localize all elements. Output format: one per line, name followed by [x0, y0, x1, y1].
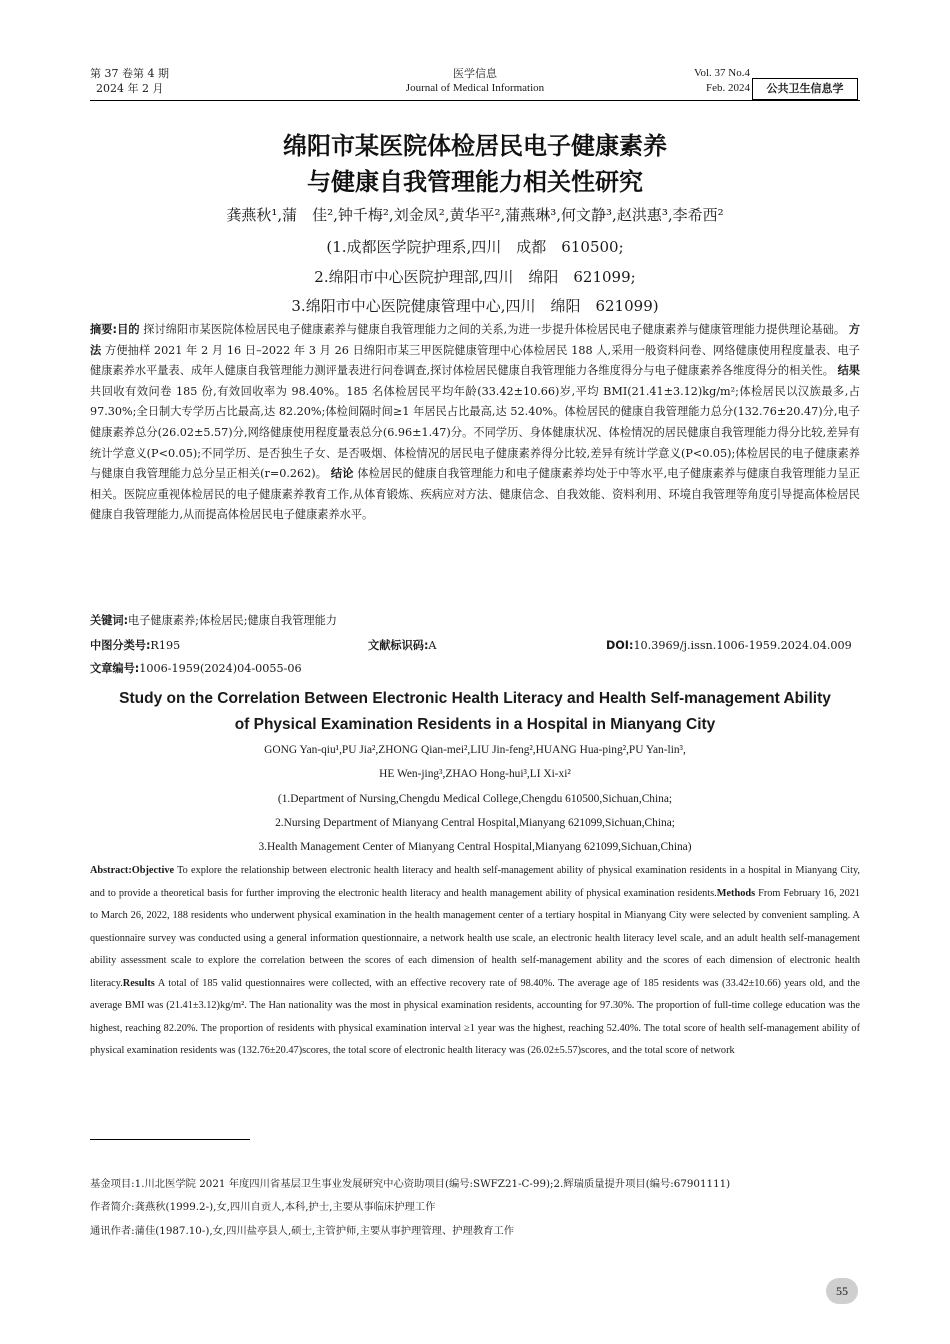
affiliation-cn-3: 3.绵阳市中心医院健康管理中心,四川 绵阳 621099) [291, 297, 659, 315]
results-en-label: Results [122, 977, 155, 989]
footnote-rule [90, 1139, 250, 1140]
title-en-line-2: of Physical Examination Residents in a Hospital in Mianyang City [234, 716, 716, 733]
title-cn [90, 128, 860, 200]
date-cn: 2024 年 2 月 [96, 82, 164, 95]
results-en-text: A total of 185 valid questionnaires were collected, with an effective recovery rate of 98.40%. The average age of 185 residents was (33.42±10.66) years old, and the average BMI was (21.41±3.12)kg/m². The Han nationality was the most in physical examination residents, accounting for 97.30%. The proportion of full-time college education was the highest, reaching 82.20%. The proportion of residents with physical examination interval ≥1 year was the highest, reaching 52.40%. The total score of health self-management ability of physical examination residents was (132.76±20.47)scores, the total score of electronic health literacy was (26.02±5.57)scores, and the total score of network [90, 977, 860, 1056]
doc-code: 文献标识码:A [368, 639, 437, 652]
conclusion-text: 体检居民的健康自我管理能力和电子健康素养均处于中等水平,电子健康素养与健康自我管理能力呈正相关。医院应重视体检居民的电子健康素养教育工作,从体育锻炼、疾病应对方法、健康信念、自我效能、资料利用、环境自我管理等角度引导提高体检居民健康自我管理能力,从而提高体检居民电子健康素养水平。 [90, 467, 861, 522]
page-header [90, 66, 860, 100]
abstract-en [90, 860, 860, 1063]
authors-en-1: GONG Yan-qiu¹,PU Jia²,ZHONG Qian-mei²,LIU Jin-feng²,HUANG Hua-ping²,PU Yan-lin³, [264, 744, 686, 756]
title-cn-line-1: 绵阳市某医院体检居民电子健康素养 [283, 132, 667, 160]
journal-en: Journal of Medical Information [405, 82, 545, 94]
affiliation-en-2: 2.Nursing Department of Mianyang Central Hospital,Mianyang 621099,Sichuan,China; [275, 817, 675, 829]
page-number: 55 [826, 1278, 858, 1304]
volume-en: Vol. 37 No.4 [693, 67, 750, 79]
objective-label: 目的 [117, 323, 140, 336]
footnote-author-bio: 作者简介:龚燕秋(1999.2-),女,四川自贡人,本科,护士,主要从事临床护理工作 [90, 1201, 436, 1213]
authors-cn: 龚燕秋¹,蒲 佳²,钟千梅²,刘金凤²,黄华平²,蒲燕琳³,何文静³,赵洪惠³,李希西² [226, 206, 724, 224]
title-cn-line-2: 与健康自我管理能力相关性研究 [307, 168, 643, 196]
affiliation-en-1: (1.Department of Nursing,Chengdu Medical College,Chengdu 610500,Sichuan,China; [277, 793, 673, 805]
methods-en-text: From February 16, 2021 to March 26, 2022, 188 residents who underwent physical examination in the health management center of a tertiary hospital in Mianyang City were selected by convenient sampling. A questionnaire survey was conducted using a general information questionnaire, a network health use scale, an electronic health literacy level scale, and an adult health self-management ability assessment scale to explore the correlation between the scores of each dimension of health self-management ability and the scores of each dimension of electronic health literacy. [90, 887, 861, 989]
methods-en-label: Methods [716, 887, 756, 899]
doi: DOI:10.3969/j.issn.1006-1959.2024.04.009 [606, 639, 852, 652]
affiliation-cn-2: 2.绵阳市中心医院护理部,四川 绵阳 621099; [314, 268, 636, 286]
abstract-en-label: Abstract: [90, 865, 132, 876]
keywords-value: 电子健康素养;体检居民;健康自我管理能力 [128, 614, 337, 627]
objective-en-label: Objective [131, 865, 175, 876]
header-right [694, 66, 750, 96]
footnote-corresponding: 通讯作者:蒲佳(1987.10-),女,四川盐亭县人,硕士,主管护师,主要从事护理管理、护理教育工作 [90, 1225, 515, 1237]
article-number: 文章编号:1006-1959(2024)04-0055-06 [90, 662, 302, 675]
section-tag: 公共卫生信息学 [752, 78, 858, 100]
title-en [90, 686, 860, 738]
classification: 中图分类号:R195 [90, 639, 181, 652]
abstract-label: 摘要: [90, 323, 117, 336]
results-label: 结果 [837, 364, 860, 378]
keywords [90, 611, 860, 632]
methods-label: 方法 [90, 323, 860, 357]
abstract-cn [90, 320, 860, 526]
objective-en-text: To explore the relationship between electronic health literacy and health self-management ability of physical examination residents in a hospital in Mianyang City, and to provide a theoretical basis for further improving the electronic health literacy and health management ability of physical examination residents. [90, 865, 860, 899]
methods-text: 方便抽样 2021 年 2 月 16 日–2022 年 3 月 26 日绵阳市某三甲医院健康管理中心体检居民 188 人,采用一般资料问卷、网络健康使用程度量表、电子健康素养水平量表、成年人健康自我管理能力测评量表进行问卷调查,探讨体检居民健康自我管理能力各维度得分与电子健康素养各维度得分的相关性。 [90, 343, 860, 378]
date-en: Feb. 2024 [706, 82, 750, 94]
results-text: 共回收有效问卷 185 份,有效回收率为 98.40%。185 名体检居民平均年龄(33.42±10.66)岁,平均 BMI(21.41±3.12)kg/m²;体检居民以汉族最多,占 97.30%;全日制大专学历占比最高,达 82.20%;体检间隔时间≥1 年居民占比最高,达 52.40%。体检居民的健康自我管理能力总分(132.76±20.47)分,电子健康素养总分(26.02±5.57)分,网络健康使用程度量表总分(6.96±1.47)分。不同学历、身体健康状况、体检情况的居民健康自我管理能力得分比较,差异有统计学意义(P<0.05);不同学历、是否独生子女、是否吸烟、体检情况的居民电子健康素养得分比较,差异有统计学意义(P<0.05);体检居民的电子健康素养与健康自我管理能力总分呈正相关(r=0.262)。 [90, 384, 860, 481]
objective-text: 探讨绵阳市某医院体检居民电子健康素养与健康自我管理能力之间的关系,为进一步提升体检居民电子健康素养与健康管理能力提供理论基础。 [143, 323, 846, 336]
footnote-funding: 基金项目:1.川北医学院 2021 年度四川省基层卫生事业发展研究中心资助项目(编号:SWFZ21-C-99);2.辉瑞质量提升项目(编号:67901111) [90, 1178, 731, 1190]
authors-en-2: HE Wen-jing³,ZHAO Hong-hui³,LI Xi-xi² [379, 768, 571, 780]
journal-cn: 医学信息 [453, 67, 497, 80]
title-en-line-1: Study on the Correlation Between Electronic Health Literacy and Health Self-management Ability [119, 690, 831, 707]
volume-cn: 第 37 卷第 4 期 [90, 67, 169, 80]
affiliation-en-3: 3.Health Management Center of Mianyang Central Hospital,Mianyang 621099,Sichuan,China) [258, 841, 692, 853]
conclusion-label: 结论 [330, 467, 354, 481]
keywords-label: 关键词: [90, 614, 129, 627]
affiliation-cn-1: (1.成都医学院护理系,四川 成都 610500; [326, 238, 624, 256]
header-rule [90, 100, 860, 101]
